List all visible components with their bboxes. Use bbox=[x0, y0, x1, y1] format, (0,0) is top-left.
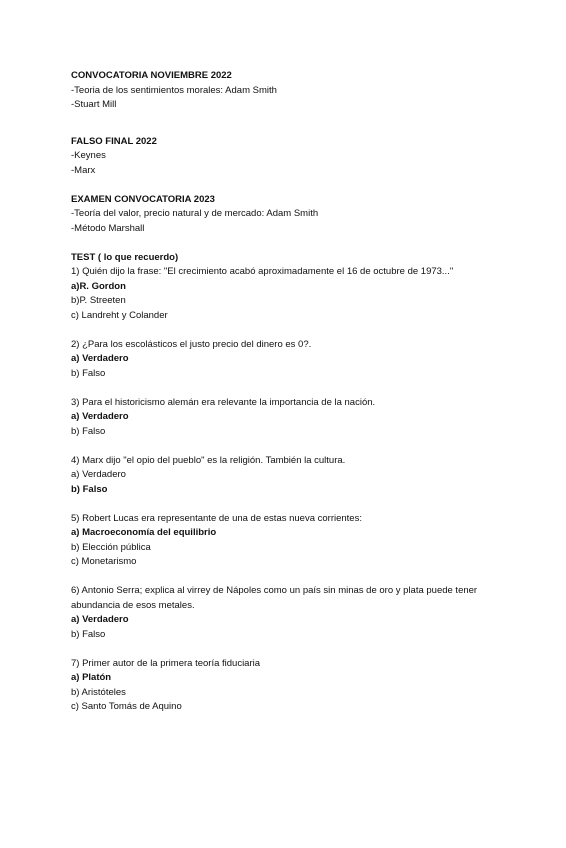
answer-option: a) Verdadero bbox=[71, 469, 126, 480]
question-text: 3) Para el historicismo alemán era relevante la importancia de la nación. bbox=[71, 396, 376, 408]
answer-option: a) Verdadero bbox=[71, 614, 129, 625]
question-text: 4) Marx dijo "el opio del pueblo" es la religión. También la cultura. bbox=[71, 454, 346, 466]
list-item: -Stuart Mill bbox=[71, 99, 117, 110]
answer-option: b)P. Streeten bbox=[71, 295, 126, 306]
question-text: 7) Primer autor de la primera teoría fiduciaria bbox=[71, 657, 261, 669]
section-heading: FALSO FINAL 2022 bbox=[71, 135, 157, 147]
answer-option: a) Platón bbox=[71, 672, 112, 683]
list-item: -Método Marshall bbox=[71, 222, 145, 234]
section-heading: CONVOCATORIA NOVIEMBRE 2022 bbox=[71, 70, 232, 81]
answer-option: a) Verdadero bbox=[71, 353, 129, 364]
question-text: 2) ¿Para los escolásticos el justo precio del dinero es 0?. bbox=[71, 338, 312, 350]
answer-option: b) Aristóteles bbox=[71, 686, 126, 698]
test-heading: TEST ( lo que recuerdo) bbox=[71, 251, 179, 263]
section-heading: EXAMEN CONVOCATORIA 2023 bbox=[71, 193, 215, 205]
list-item: -Keynes bbox=[71, 150, 106, 161]
answer-option: b) Falso bbox=[71, 367, 106, 379]
answer-option: b) Falso bbox=[71, 425, 106, 437]
answer-option: b) Falso bbox=[71, 628, 106, 640]
answer-option: a) Macroeconomía del equilibrio bbox=[71, 527, 217, 538]
answer-option: c) Santo Tomás de Aquino bbox=[71, 701, 182, 712]
list-item: -Teoría del valor, precio natural y de mercado: Adam Smith bbox=[71, 208, 319, 219]
answer-option: a)R. Gordon bbox=[71, 280, 126, 292]
list-item: -Teoria de los sentimientos morales: Adam Smith bbox=[71, 84, 277, 96]
document-body bbox=[71, 69, 511, 715]
question-text: 5) Robert Lucas era representante de una de estas nueva corrientes: bbox=[71, 512, 362, 524]
answer-option: b) Falso bbox=[71, 483, 108, 495]
list-item: -Marx bbox=[71, 164, 96, 176]
answer-option: c) Landreht y Colander bbox=[71, 309, 168, 321]
question-text: 6) Antonio Serra; explica al virrey de Nápoles como un país sin minas de oro y plata puede tener abundancia de esos metales. bbox=[71, 585, 478, 611]
question-text: 1) Quién dijo la frase: "El crecimiento acabó aproximadamente el 16 de octubre de 1973..." bbox=[71, 266, 454, 277]
answer-option: b) Elección pública bbox=[71, 541, 151, 553]
answer-option: a) Verdadero bbox=[71, 411, 129, 422]
answer-option: c) Monetarismo bbox=[71, 556, 137, 567]
